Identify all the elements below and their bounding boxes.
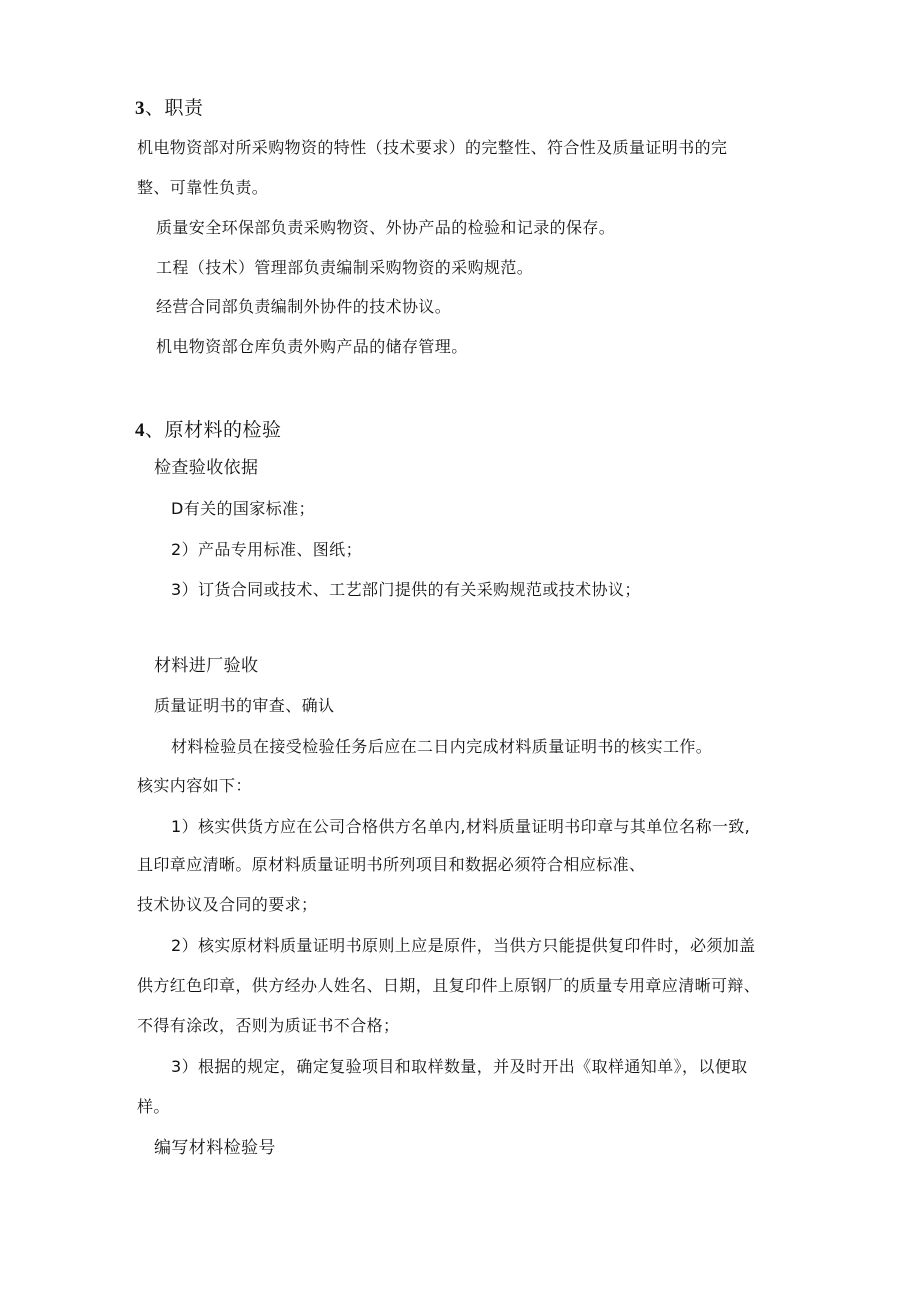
section-3-paragraph: 整、可靠性负责。: [137, 178, 269, 197]
section-4-heading: [135, 418, 282, 443]
section-3-paragraph: 机电物资部对所采购物资的特性（技术要求）的完整性、符合性及质量证明书的完: [137, 138, 728, 157]
basis-item: 2）产品专用标准、图纸；: [171, 540, 362, 559]
section-3-paragraph: 经营合同部负责编制外协件的技术协议。: [156, 297, 452, 316]
content-label: 核实内容如下：: [137, 776, 252, 795]
verify-item: 且印章应清晰。原材料质量证明书所列项目和数据必须符合相应标准、: [137, 855, 646, 874]
verify-item: 技术协议及合同的要求；: [137, 895, 318, 914]
verify-item: 3）根据的规定，确定复验项目和取样数量，并及时开出《取样通知单》，以便取: [171, 1057, 748, 1076]
section-3-title: 、职责: [145, 97, 204, 119]
verify-item: 样。: [137, 1097, 170, 1116]
inspection-number-title: 编写材料检验号: [154, 1138, 276, 1158]
section-4-title: 、原材料的检验: [145, 419, 282, 441]
basis-item: D有关的国家标准；: [171, 499, 315, 518]
section-4-number: 4: [135, 420, 145, 441]
basis-item: 3）订货合同或技术、工艺部门提供的有关采购规范或技术协议；: [171, 580, 641, 599]
verify-item: 供方红色印章，供方经办人姓名、日期，且复印件上原钢厂的质量专用章应清晰可辩、: [137, 976, 761, 995]
intake-intro: 材料检验员在接受检验任务后应在二日内完成材料质量证明书的核实工作。: [171, 737, 713, 756]
section-3-paragraph: 质量安全环保部负责采购物资、外协产品的检验和记录的保存。: [156, 218, 616, 237]
verify-item: 不得有涂改，否则为质证书不合格；: [137, 1016, 400, 1035]
verify-item: 2）核实原材料质量证明书原则上应是原件，当供方只能提供复印件时，必须加盖: [171, 936, 756, 955]
cert-review-title: 质量证明书的审查、确认: [154, 696, 335, 715]
section-3-paragraph: 工程（技术）管理部负责编制采购物资的采购规范。: [156, 258, 534, 277]
section-3-heading: [135, 96, 204, 121]
basis-title: 检查验收依据: [154, 458, 259, 478]
section-3-paragraph: 机电物资部仓库负责外购产品的储存管理。: [156, 337, 468, 356]
verify-item: 1）核实供货方应在公司合格供方名单内,材料质量证明书印章与其单位名称一致,: [171, 817, 751, 836]
section-3-number: 3: [135, 98, 145, 119]
intake-title: 材料进厂验收: [154, 656, 259, 676]
